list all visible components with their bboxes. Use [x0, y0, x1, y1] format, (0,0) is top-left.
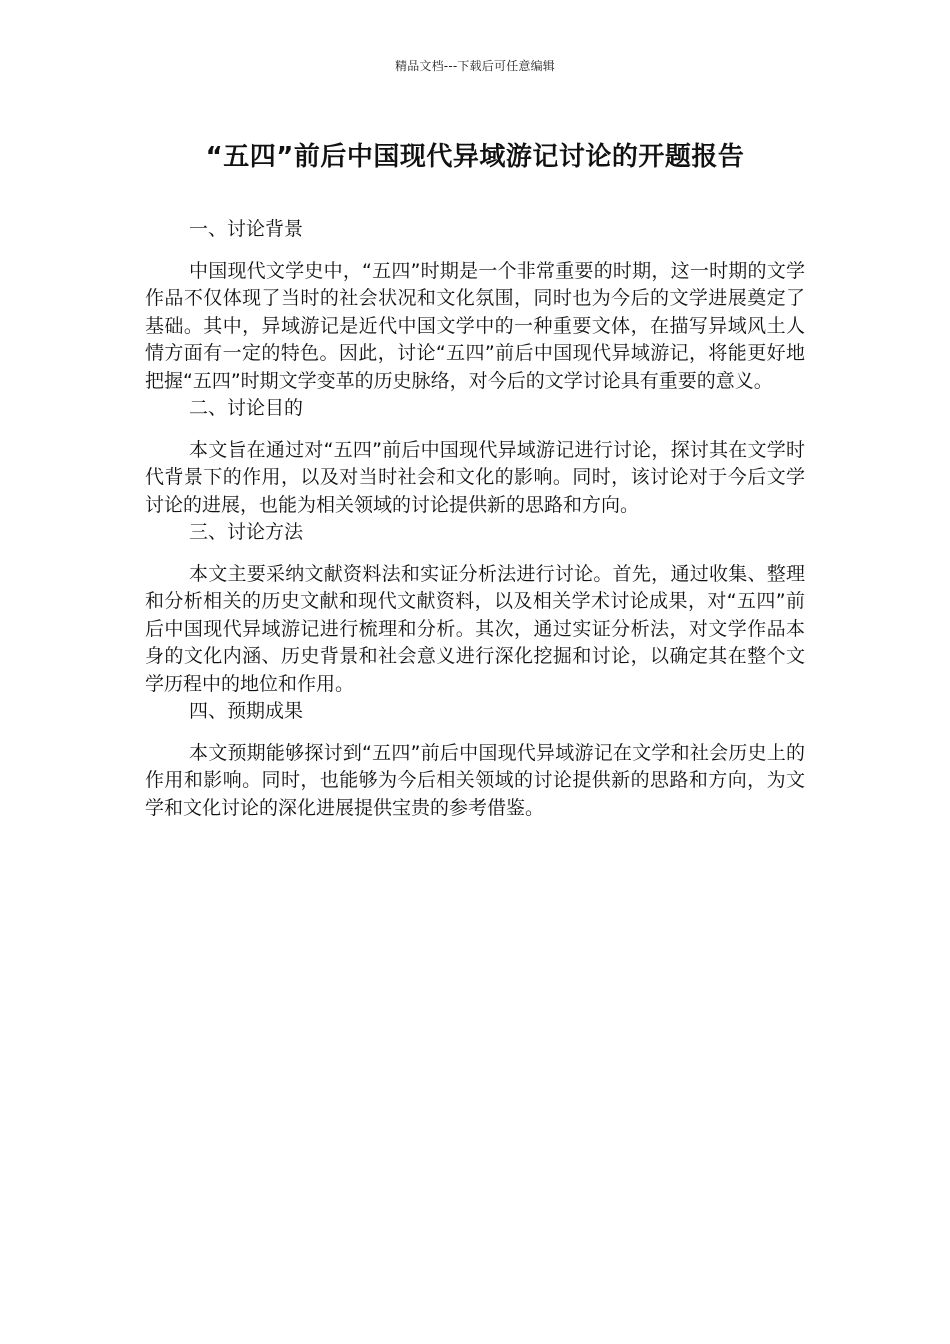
document-title: “五四”前后中国现代异域游记讨论的开题报告 — [205, 142, 745, 172]
section-paragraph: 本文旨在通过对“五四”前后中国现代异域游记进行讨论，探讨其在文学时代背景下的作用，以及对当时社会和文化的影响。同时，该讨论对于今后文学讨论的进展，也能为相关领域的讨论提供新的思路和方向。 — [145, 438, 805, 516]
header-note: 精品文档---下载后可任意编辑 — [395, 59, 555, 73]
section-expected-results — [145, 698, 805, 822]
section-heading: 二、讨论目的 — [189, 397, 304, 419]
section-paragraph: 中国现代文学史中，“五四”时期是一个非常重要的时期，这一时期的文学作品不仅体现了当时的社会状况和文化氛围，同时也为今后的文学进展奠定了基础。其中，异域游记是近代中国文学中的一种重要文体，在描写异域风土人情方面有一定的特色。因此，讨论“五四”前后中国现代异域游记，将能更好地把握“五四”时期文学变革的历史脉络，对今后的文学讨论具有重要的意义。 — [145, 259, 805, 392]
section-paragraph: 本文预期能够探讨到“五四”前后中国现代异域游记在文学和社会历史上的作用和影响。同时，也能够为今后相关领域的讨论提供新的思路和方向，为文学和文化讨论的深化进展提供宝贵的参考借鉴。 — [145, 741, 805, 819]
section-paragraph: 本文主要采纳文献资料法和实证分析法进行讨论。首先，通过收集、整理和分析相关的历史文献和现代文献资料，以及相关学术讨论成果，对“五四”前后中国现代异域游记进行梳理和分析。其次，通过实证分析法，对文学作品本身的文化内涵、历史背景和社会意义进行深化挖掘和讨论，以确定其在整个文学历程中的地位和作用。 — [145, 562, 805, 695]
document-body — [145, 216, 805, 822]
section-heading: 三、讨论方法 — [189, 521, 304, 543]
section-purpose — [145, 395, 805, 519]
section-method — [145, 519, 805, 698]
section-heading: 一、讨论背景 — [189, 218, 304, 240]
section-heading: 四、预期成果 — [189, 700, 304, 722]
section-background — [145, 216, 805, 395]
